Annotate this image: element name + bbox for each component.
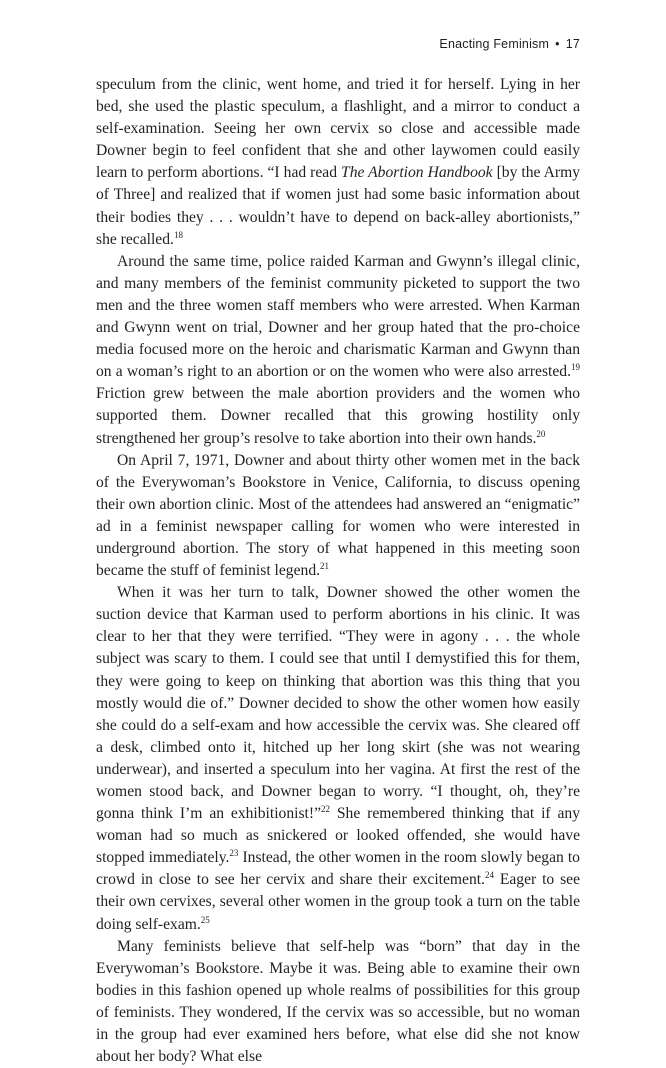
paragraph: [96, 450, 580, 583]
text-run: Eager to see their own cervixes, several other women in the group took a turn on the table doing self-exam.: [96, 871, 580, 933]
separator-bullet: •: [555, 37, 560, 51]
footnote-ref: 20: [536, 428, 546, 439]
paragraph: [96, 74, 580, 251]
body-text: [96, 74, 580, 1068]
paragraph: [96, 582, 580, 936]
text-run: Friction grew between the male abortion providers and the women who supported them. Downer recalled that this growing hostility only strengthened her group’s resolve to take abortion into their own hands.: [96, 385, 580, 447]
footnote-ref: 23: [229, 848, 239, 859]
footnote-ref: 24: [485, 870, 494, 881]
running-head: [439, 37, 580, 51]
footnote-ref: 19: [571, 362, 580, 373]
text-run: When it was her turn to talk, Downer showed the other women the suction device that Karman used to perform abortions in his clinic. It was clear to her that they were terrified. “They were in agony . . . the whole subject was scary to them. I could see that until I demystified this for them, they were going to keep on thinking that abortion was this thing that you mostly would die of.” Downer decided to show the other women how easily she could do a self-exam and how accessible the cervix was. She cleared off a desk, climbed onto it, hitched up her long skirt (she was not wearing underwear), and inserted a speculum into her vagina. At first the rest of the women stood back, and Downer began to worry. “I thought, oh, they’re gonna think I’m an exhibitionist!”: [96, 584, 580, 823]
chapter-title: Enacting Feminism: [439, 37, 550, 51]
text-run: Around the same time, police raided Karman and Gwynn’s illegal clinic, and many members of the feminist community picketed to support the two men and the three women staff members who were arrested. When Karman and Gwynn went on trial, Downer and her group hated that the pro-choice media focused more on the heroic and charismatic Karman and Gwynn than on a woman’s right to an abortion or on the women who were also arrested.: [96, 252, 580, 381]
paragraph: [96, 936, 580, 1068]
paragraph: [96, 251, 580, 450]
text-run: On April 7, 1971, Downer and about thirty other women met in the back of the Everywoman’s Bookstore in Venice, California, to discuss opening their own abortion clinic. Most of the attendees had answered an “enigmatic” ad in a feminist newspaper calling for women who were interested in underground abortion. The story of what happened in this meeting soon became the stuff of feminist legend.: [96, 451, 580, 580]
text-run: Instead, the other women in the room slowly began to crowd in close to see her cervix and share their excitement.: [96, 849, 580, 889]
footnote-ref: 21: [320, 561, 330, 572]
page-number: 17: [565, 37, 580, 51]
text-run: Many feminists believe that self-help was “born” that day in the Everywoman’s Bookstore. Maybe it was. Being able to examine their own bodies in this fashion opened up whole realms of possibilities for this group of feminists. They wondered, If the cervix was so accessible, but no woman in the group had ever examined hers before, what else did she not know about her body? What else: [96, 937, 580, 1066]
footnote-ref: 22: [321, 804, 330, 815]
text-run: speculum from the clinic, went home, and tried it for herself. Lying in her bed, she used the plastic speculum, a flashlight, and a mirror to conduct a self-examination. Seeing her own cervix so close and accessible made Downer begin to feel confident that she and other laywomen could easily learn to perform abortions. “I had read: [96, 76, 580, 182]
footnote-ref: 25: [200, 914, 210, 925]
footnote-ref: 18: [173, 229, 183, 240]
text-run: [by the Army of Three] and realized that if women just had some basic information about their bodies they . . . wouldn’t have to depend on back-alley abortionists,” she recalled.: [96, 164, 580, 248]
book-title: The Abortion Handbook: [341, 164, 493, 182]
text-run: She remembered thinking that if any woman had so much as snickered or looked offended, she would have stopped immediately.: [96, 805, 580, 867]
